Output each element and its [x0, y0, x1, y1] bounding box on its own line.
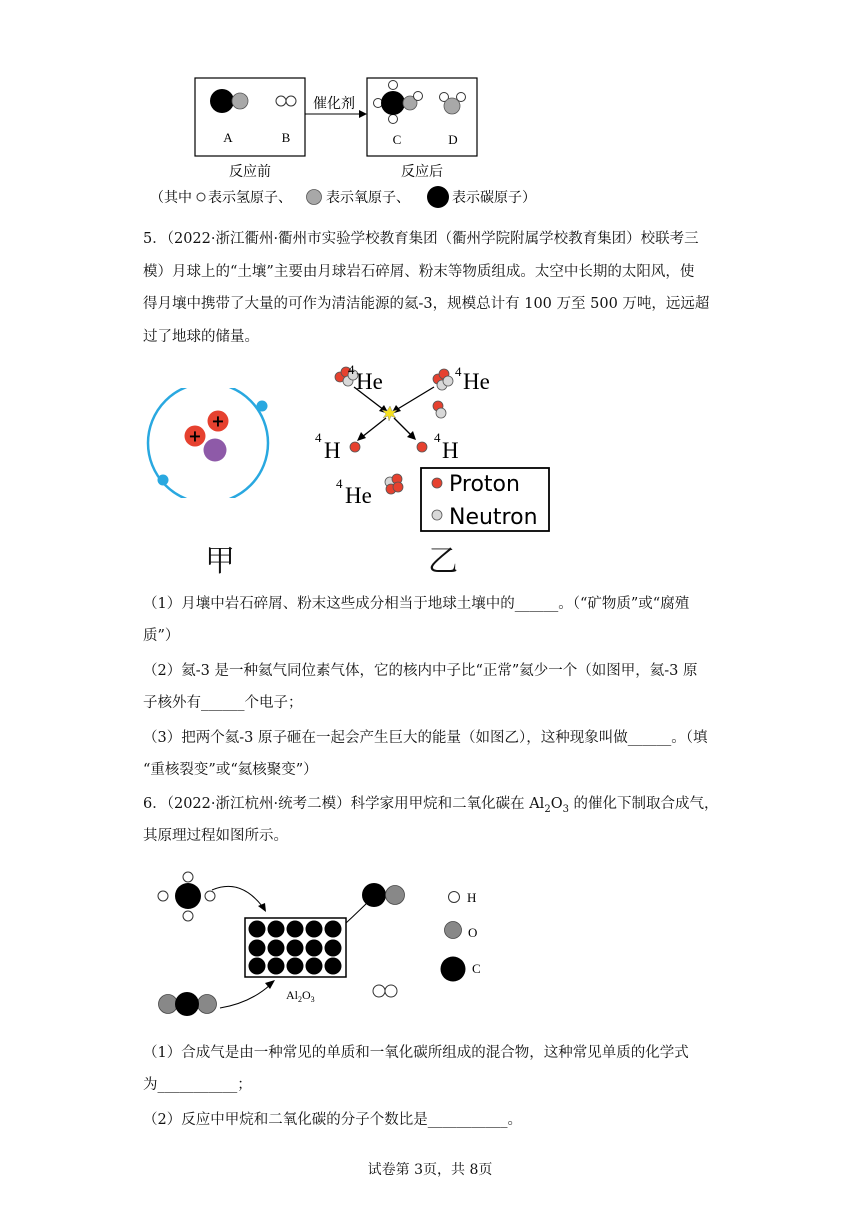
q5-line2: 模）月球上的“土壤”主要由月球岩石碎屑、粉末等物质组成。太空中长期的太阳风，使	[143, 264, 695, 280]
fig-jia-caption: 甲	[205, 544, 235, 579]
legend-o-icon	[445, 922, 462, 939]
fusion-figure	[310, 360, 560, 535]
label-a: A	[223, 130, 233, 145]
q5-sub3-line1: （3）把两个氦-3 原子砸在一起会产生巨大的能量（如图乙），这种现象叫做______。（填	[143, 730, 708, 746]
h-label-right: H	[442, 438, 459, 463]
before-label: 反应前	[229, 164, 271, 180]
catalyst-label: 催化剂	[313, 96, 355, 112]
q5-sub2-line2: 子核外有______个电子；	[143, 695, 303, 711]
he-label-top-left: He	[356, 369, 383, 394]
q6-sub1-line1: （1）合成气是由一种常见的单质和一氧化碳所组成的混合物，这种常见单质的化学式	[143, 1045, 689, 1061]
proton-legend-icon	[432, 478, 442, 488]
legend-oxygen-icon	[307, 190, 322, 205]
neutron	[204, 439, 227, 462]
after-box	[367, 78, 477, 156]
q5-sub2-line1: （2）氦-3 是一种氦气同位素气体，它的核内中子比“正常”氦少一个（如图甲，氦-3 原	[143, 663, 698, 679]
q5-line3: 得月壤中携带了大量的可作为清洁能源的氦-3，规模总计有 100 万至 500 万吨，远远超	[143, 296, 710, 312]
molecule-b-hydrogen-1	[276, 96, 286, 106]
svg-text:+: +	[211, 411, 225, 431]
catalyst-formula: $Al_2O_3$	[286, 988, 315, 1004]
legend-h-icon	[449, 892, 460, 903]
neutron-legend-icon	[432, 510, 442, 520]
catalyst-atoms	[249, 921, 342, 975]
reaction-diagram-1	[150, 70, 570, 215]
molecule-d-oxygen	[444, 98, 460, 114]
svg-text:4: 4	[348, 362, 355, 377]
molecule-a-oxygen	[232, 93, 248, 109]
legend-oxygen-text: 表示氧原子、	[326, 190, 410, 206]
fig-yi-caption: 乙	[428, 544, 458, 579]
he-label-bottom: He	[345, 483, 372, 508]
legend-c-icon	[441, 957, 466, 982]
svg-text:4: 4	[336, 476, 343, 491]
svg-text:4: 4	[315, 430, 322, 445]
catalysis-diagram	[150, 868, 495, 1028]
legend-c-text: C	[472, 961, 481, 976]
q5-sub3-line2: “重核裂变”或“氦核聚变”）	[143, 762, 318, 778]
he-label-top-right: He	[463, 369, 490, 394]
after-label: 反应后	[401, 164, 443, 180]
q5-sub1-line2: 质”）	[143, 628, 180, 644]
electron-2	[158, 475, 169, 486]
legend-hydrogen-icon	[197, 193, 205, 201]
q6-sub1-line2: 为___________；	[143, 1077, 252, 1093]
molecule-c-carbon	[381, 91, 405, 115]
svg-text:4: 4	[434, 430, 441, 445]
q5-line1: 5．（2022·浙江衢州·衢州市实验学校教育集团（衢州学院附属学校教育集团）校联考三	[143, 231, 699, 247]
svg-text:+: +	[188, 426, 202, 446]
molecule-a-carbon	[210, 89, 234, 113]
co-carbon	[362, 883, 386, 907]
page-footer: 试卷第 3页，共 8页	[367, 1162, 493, 1178]
label-c: C	[392, 132, 402, 147]
legend-h-text: H	[467, 890, 477, 905]
legend-o-text: O	[468, 925, 478, 940]
label-d: D	[448, 132, 458, 147]
legend-neutron: Neutron	[449, 505, 538, 530]
co2-carbon	[175, 992, 199, 1016]
legend-prefix: （其中	[150, 190, 192, 206]
q5-sub1-line1: （1）月壤中岩石碎屑、粉末这些成分相当于地球土壤中的______。（“矿物质”或“腐殖	[143, 596, 690, 612]
electron-1	[257, 401, 268, 412]
label-b: B	[281, 130, 291, 145]
h-label-left: H	[324, 438, 341, 463]
q6-line1: 6．（2022·浙江杭州·统考二模）科学家用甲烷和二氧化碳在 $Al_2O_3$ 的催化下制取合成气，	[143, 796, 719, 815]
legend-carbon-icon	[427, 186, 449, 208]
molecule-b-hydrogen-2	[286, 96, 296, 106]
q6-sub2: （2）反应中甲烷和二氧化碳的分子个数比是___________。	[143, 1112, 522, 1128]
methane-carbon	[175, 883, 201, 909]
legend-proton: Proton	[449, 472, 520, 497]
q6-line2: 其原理过程如图所示。	[143, 828, 288, 844]
legend-carbon-text: 表示碳原子）	[452, 190, 536, 206]
q5-line4: 过了地球的储量。	[143, 329, 259, 345]
svg-text:4: 4	[455, 364, 462, 379]
helium3-atom-figure	[140, 388, 280, 498]
legend-hydrogen-text: 表示氢原子、	[208, 190, 292, 206]
